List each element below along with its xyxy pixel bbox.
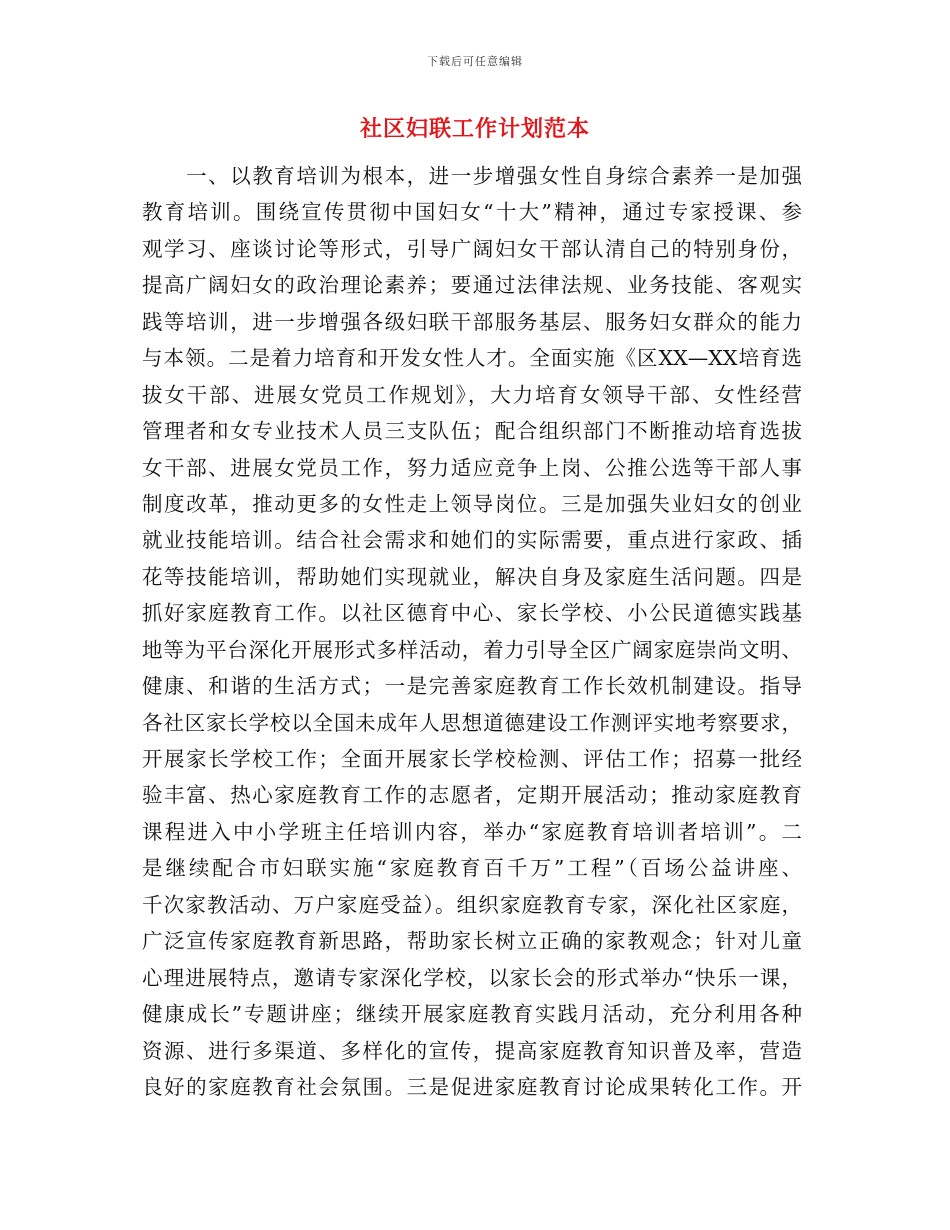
body-line: 良好的家庭教育社会氛围。三是促进家庭教育讨论成果转化工作。开 [142, 1074, 802, 1099]
body-line: 就业技能培训。结合社会需求和她们的实际需要，重点进行家政、插 [142, 528, 802, 553]
body-line: 与本领。二是着力培育和开发女性人才。全面实施《区XX—XX培育选 [142, 346, 802, 371]
body-line: 一、以教育培训为根本，进一步增强女性自身综合素养一是加强 [142, 164, 802, 188]
body-line: 观学习、座谈讨论等形式，引导广阔妇女干部认清自己的特别身份， [142, 236, 802, 261]
body-line: 花等技能培训，帮助她们实现就业，解决自身及家庭生活问题。四是 [142, 564, 802, 589]
body-line: 教育培训。围绕宣传贯彻中国妇女“十大”精神，通过专家授课、参 [142, 200, 802, 225]
body-line: 提高广阔妇女的政治理论素养；要通过法律法规、业务技能、客观实 [142, 273, 802, 298]
body-line: 心理进展特点，邀请专家深化学校，以家长会的形式举办“快乐一课， [142, 965, 802, 990]
body-line: 健康成长”专题讲座；继续开展家庭教育实践月活动，充分利用各种 [142, 1002, 802, 1027]
header-note: 下载后可任意编辑 [427, 55, 523, 68]
body-line: 拔女干部、进展女党员工作规划》，大力培育女领导干部、女性经营 [142, 382, 802, 407]
body-line: 各社区家长学校以全国未成年人思想道德建设工作测评实地考察要求， [142, 710, 802, 735]
body-line: 验丰富、热心家庭教育工作的志愿者，定期开展活动；推动家庭教育 [142, 783, 802, 808]
document-body [142, 158, 802, 1105]
body-line: 资源、进行多渠道、多样化的宣传，提高家庭教育知识普及率，营造 [142, 1038, 802, 1063]
body-line: 健康、和谐的生活方式；一是完善家庭教育工作长效机制建设。指导 [142, 674, 802, 699]
body-line: 千次家教活动、万户家庭受益）。组织家庭教育专家，深化社区家庭， [142, 892, 802, 917]
body-line: 地等为平台深化开展形式多样活动，着力引导全区广阔家庭崇尚文明、 [142, 637, 802, 662]
body-line: 制度改革，推动更多的女性走上领导岗位。三是加强失业妇女的创业 [142, 491, 802, 516]
body-line: 抓好家庭教育工作。以社区德育中心、家长学校、小公民道德实践基 [142, 601, 802, 626]
body-line: 女干部、进展女党员工作，努力适应竞争上岗、公推公选等干部人事 [142, 455, 802, 480]
body-line: 开展家长学校工作；全面开展家长学校检测、评估工作；招募一批经 [142, 747, 802, 771]
document-title: 社区妇联工作计划范本 [359, 116, 590, 142]
body-line: 践等培训，进一步增强各级妇联干部服务基层、服务妇女群众的能力 [142, 309, 802, 334]
body-line: 管理者和女专业技术人员三支队伍；配合组织部门不断推动培育选拔 [142, 419, 802, 444]
body-line: 广泛宣传家庭教育新思路，帮助家长树立正确的家教观念；针对儿童 [142, 929, 802, 954]
body-line: 课程进入中小学班主任培训内容，举办“家庭教育培训者培训”。二 [142, 819, 802, 844]
body-line: 是继续配合市妇联实施“家庭教育百千万”工程”（百场公益讲座、 [142, 856, 802, 881]
